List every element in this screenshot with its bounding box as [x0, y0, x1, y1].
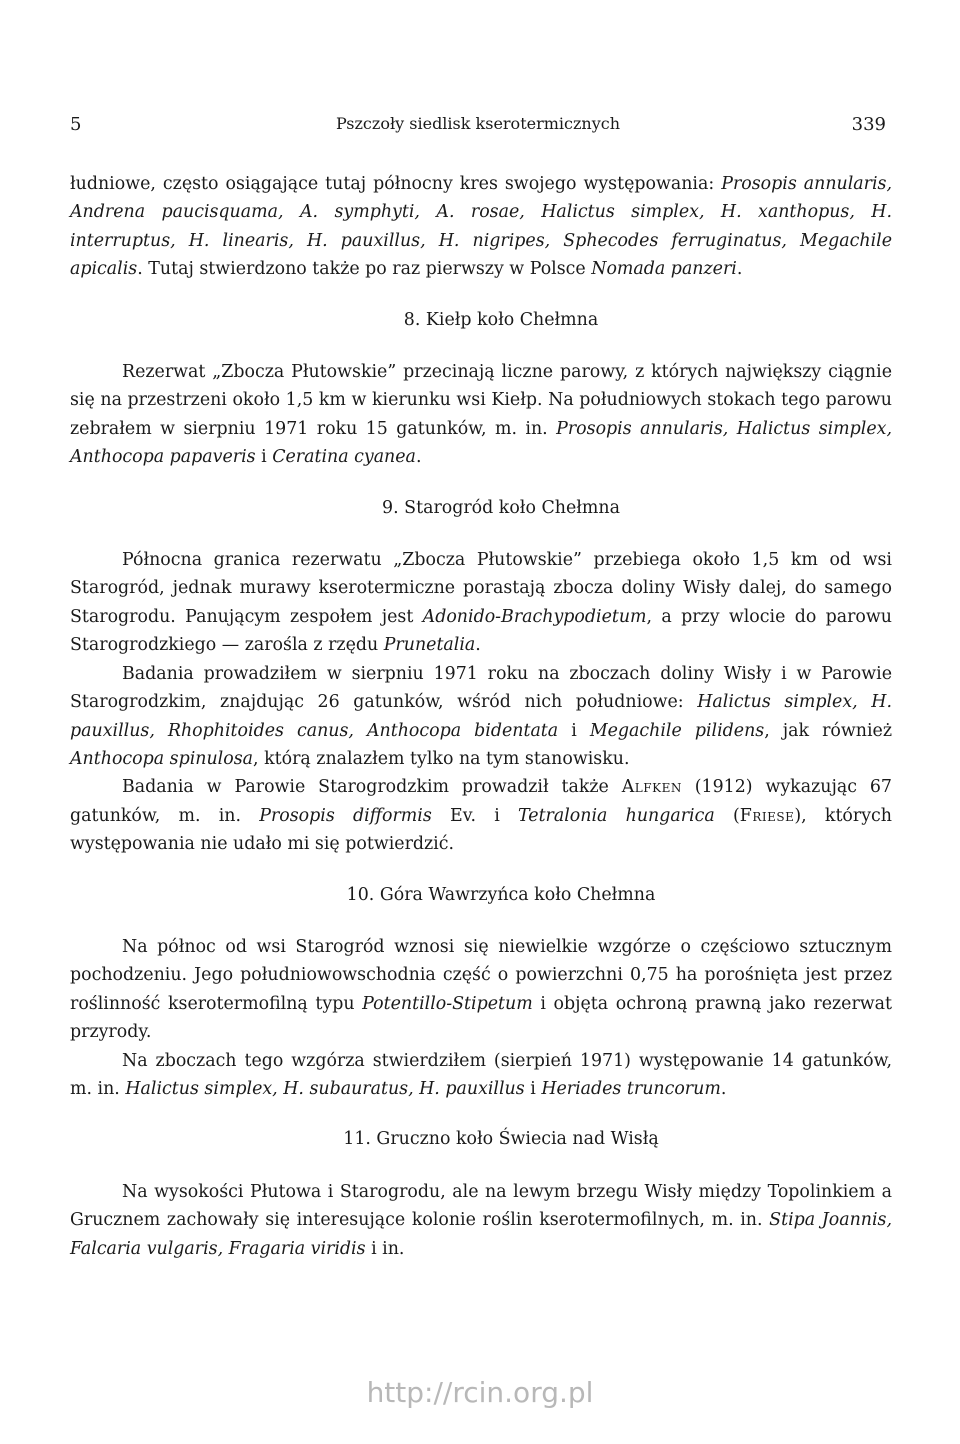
species-list: Stipa Joannis, Falcaria vulgaris, Fragaria viridis — [70, 1210, 892, 1259]
page-number: 339 — [851, 114, 886, 135]
paragraph-section-10-1: Na północ od wsi Starogród wznosi się niewielkie wzgórze o częściowo sztucznym pochodzeniu. Jego południowowschodnia część o powierzchni 0,75 ha porośnięta jest przez roślinność kserotermofilną typu Potentillo-Stipetum i objęta ochroną prawną jako rezerwat przyrody. — [70, 936, 892, 1043]
paragraph-section-11-1: Na wysokości Płutowa i Starogrodu, ale na lewym brzegu Wisły między Topolinkiem a Grucznem zachowały się interesujące kolonie roślin kserotermofilnych, m. in. Stipa Joannis, Falcaria vulgaris, Fragaria viridis i in. — [70, 1181, 892, 1259]
paragraph-section-9-2: Badania prowadziłem w sierpniu 1971 roku na zboczach doliny Wisły i w Parowie Starogrodzkim, znajdując 26 gatunków, wśród nich południowe: Halictus simplex, H. pauxillus, Rhophitoides canus, Anthocopa bidentata i Megachile pilidens, jak również Anthocopa spinulosa, którą znalazłem tylko na tym stanowisku. — [70, 663, 892, 769]
author-name: Friese — [739, 805, 795, 826]
species-name: Prosopis difformis — [259, 805, 432, 826]
author-name: Alfken — [621, 777, 682, 798]
species-list: Prosopis annularis, Halictus simplex, Anthocopa papaveris — [70, 418, 892, 468]
paragraph-section-8: Rezerwat „Zbocza Płutowskie” przecinają liczne parowy, z których największy ciągnie się na przestrzeni około 1,5 km w kierunku wsi Kiełp. Na południowych stokach tego parowu zebrałem w sierpniu 1971 roku 15 gatunków, m. in. Prosopis annularis, Halictus simplex, Anthocopa papaveris i Ceratina cyanea. — [70, 362, 892, 468]
section-heading-10: 10. Góra Wawrzyńca koło Chełmna — [346, 884, 656, 905]
species-name: Heriades truncorum — [541, 1078, 721, 1099]
plant-association: Potentillo-Stipetum — [362, 993, 533, 1014]
plant-order: Prunetalia — [383, 635, 476, 656]
watermark-url: http://rcin.org.pl — [366, 1376, 594, 1409]
section-heading-9: 9. Starogród koło Chełmna — [382, 497, 620, 518]
page-header — [70, 114, 886, 140]
paragraph-continuation: łudniowe, często osiągające tutaj północny kres swojego występowania: Prosopis annularis, Andrena paucisquama, A. symphyti, A. rosae, Halictus simplex, H. xanthopus, H. interruptus, H. linearis, H. pauxillus, H. nigripes, Sphecodes ferruginatus, Megachile apicalis. Tutaj stwierdzono także po raz pierwszy w Polsce Nomada panzeri. — [70, 174, 892, 280]
species-name: Nomada panzeri — [591, 259, 737, 280]
plant-association: Adonido-Brachypodietum — [422, 606, 647, 627]
paragraph-section-10-2: Na zboczach tego wzgórza stwierdziłem (sierpień 1971) występowanie 14 gatunków, m. in. Halictus simplex, H. subauratus, H. pauxillus i Heriades truncorum. — [70, 1050, 892, 1099]
page-section-number: 5 — [70, 114, 82, 135]
species-name: Tetralonia hungarica — [518, 805, 715, 826]
species-name: Anthocopa spinulosa — [70, 748, 254, 769]
species-list: Prosopis annularis, Andrena paucisquama, A. symphyti, A. rosae, Halictus simplex, H. xanthopus, H. interruptus, H. linearis, H. pauxillus, H. nigripes, Sphecodes ferruginatus, Megachile apicalis — [70, 174, 892, 280]
species-name: Megachile pilidens — [589, 720, 765, 741]
article-body — [70, 170, 892, 1263]
running-title: Pszczoły siedlisk kserotermicznych — [335, 114, 621, 133]
section-heading-11: 11. Gruczno koło Świecia nad Wisłą — [343, 1129, 659, 1150]
section-heading-8: 8. Kiełp koło Chełmna — [403, 309, 599, 330]
paragraph-section-9-3: Badania w Parowie Starogrodzkim prowadził także Alfken (1912) wykazując 67 gatunków, m. in. Prosopis difformis Ev. i Tetralonia hungarica (Friese), których występowania nie udało mi się potwierdzić. — [70, 777, 892, 855]
species-list: Halictus simplex, H. pauxillus, Rhophitoides canus, Anthocopa bidentata — [70, 692, 892, 741]
paragraph-section-9-1: Północna granica rezerwatu „Zbocza Płutowskie” przebiega około 1,5 km od wsi Starogród, jednak murawy kserotermiczne porastają zbocza doliny Wisły dalej, do samego Starogrodu. Panującym zespołem jest Adonido-Brachypodietum, a przy wlocie do parowu Starogrodzkiego — zarośla z rzędu Prunetalia. — [70, 550, 892, 656]
species-list: Halictus simplex, H. subauratus, H. pauxillus — [125, 1078, 525, 1099]
species-name: Ceratina cyanea — [272, 447, 416, 468]
